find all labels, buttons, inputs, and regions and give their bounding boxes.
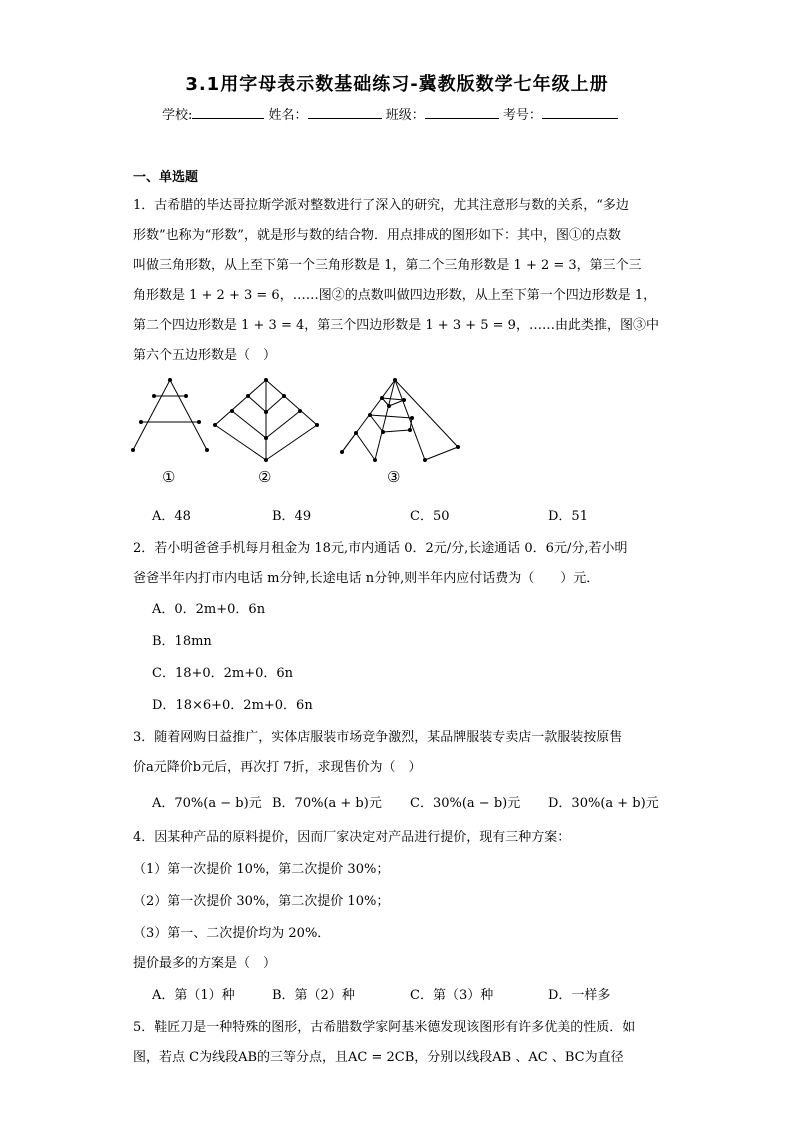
q4-option-b[interactable]: B．第（2）种 <box>272 988 355 1003</box>
q5-line: 5．鞋匠刀是一种特殊的图形，古希腊数学家阿基米德发现该图形有许多优美的性质．如 <box>133 1020 636 1035</box>
figure-label-1: ① <box>162 468 176 486</box>
exam-no-label: 考号： <box>502 108 542 123</box>
q1-line: 形数”也称为“形数”，就是形与数的结合物．用点排成的图形如下：其中，图①的点数 <box>133 228 621 243</box>
q1-option-a[interactable]: A．48 <box>152 509 191 524</box>
q4-line: 4．因某种产品的原料提价，因而厂家决定对产品进行提价，现有三种方案： <box>133 830 571 845</box>
q4-line: （2）第一次提价 30%，第二次提价 10%； <box>133 894 390 909</box>
page-title: 3.1用字母表示数基础练习-冀教版数学七年级上册 <box>185 74 609 95</box>
q3-line: 3．随着网购日益推广，实体店服装市场竞争激烈，某品牌服装专卖店一款服装按原售 <box>133 730 623 745</box>
q3-option-a[interactable]: A．70%(a − b)元 <box>152 796 262 811</box>
q2-option-c[interactable]: C．18+0．2m+0．6n <box>152 666 294 681</box>
q2-line: 2．若小明爸爸手机每月租金为 18元,市内通话 0．2元/分,长途通话 0．6元/分,若小明 <box>133 541 628 556</box>
q2-option-b[interactable]: B．18mn <box>152 634 212 649</box>
figure-label-3: ③ <box>387 468 401 486</box>
name-label: 姓名： <box>268 108 308 123</box>
q1-line: 叫做三角形数，从上至下第一个三角形数是 1，第二个三角形数是 1 + 2 = 3，第三个三 <box>133 258 642 273</box>
q1-option-d[interactable]: D．51 <box>548 509 588 524</box>
figure-polygonal-numbers <box>0 0 794 500</box>
q1-line: 角形数是 1 + 2 + 3 = 6，……图②的点数叫做四边形数，从上至下第一个四边形数是 1， <box>133 288 657 303</box>
q2-option-d[interactable]: D．18×6+0．2m+0．6n <box>152 698 313 713</box>
q3-option-b[interactable]: B．70%(a + b)元 <box>272 796 382 811</box>
q3-option-c[interactable]: C．30%(a − b)元 <box>410 796 521 811</box>
q4-option-c[interactable]: C．第（3）种 <box>410 988 494 1003</box>
q5-line: 图，若点 C为线段AB的三等分点，且AC = 2CB，分别以线段AB 、AC 、BC为直径 <box>133 1050 624 1065</box>
class-label: 班级： <box>385 108 425 123</box>
q4-option-d[interactable]: D．一样多 <box>548 988 611 1003</box>
q1-line: 1．古希腊的毕达哥拉斯学派对整数进行了深入的研究，尤其注意形与数的关系，“多边 <box>133 198 629 213</box>
q1-option-c[interactable]: C．50 <box>410 509 450 524</box>
q3-option-d[interactable]: D．30%(a + b)元 <box>548 796 659 811</box>
q4-line: （3）第一、二次提价均为 20%． <box>133 926 331 941</box>
section-heading: 一、单选题 <box>133 170 199 185</box>
q3-line: 价a元降价b元后，再次打 7折，求现售价为（ ） <box>133 760 422 775</box>
q2-option-a[interactable]: A．0．2m+0．6n <box>152 602 266 617</box>
q1-line: 第六个五边形数是（ ） <box>133 348 277 363</box>
school-label: 学校: <box>162 108 193 123</box>
q4-option-a[interactable]: A．第（1）种 <box>152 988 235 1003</box>
q2-line: 爸爸半年内打市内电话 m分钟,长途电话 n分钟,则半年内应付话费为（ ）元． <box>133 571 600 586</box>
q1-option-b[interactable]: B．49 <box>272 509 312 524</box>
figure-label-2: ② <box>258 468 272 486</box>
q4-line: 提价最多的方案是（ ） <box>133 956 277 971</box>
q1-line: 第二个四边形数是 1 + 3 = 4，第三个四边形数是 1 + 3 + 5 = 9，……由此类推，图③中 <box>133 318 659 333</box>
q4-line: （1）第一次提价 10%，第二次提价 30%； <box>133 862 390 877</box>
